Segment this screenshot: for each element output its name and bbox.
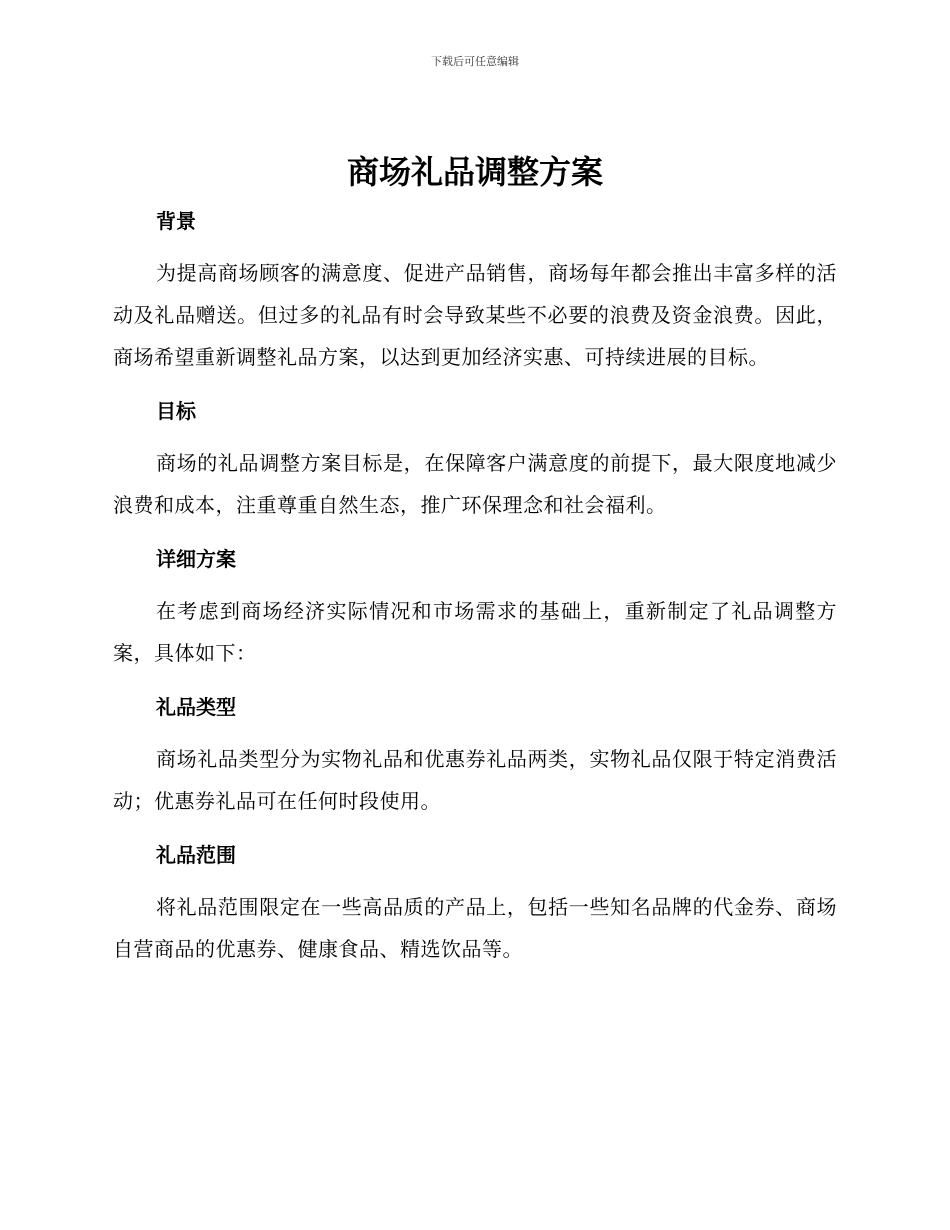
section-paragraph-gift-scope: 将礼品范围限定在一些高品质的产品上，包括一些知名品牌的代金券、商场自营商品的优惠券、健康食品、精选饮品等。 (113, 895, 837, 961)
section-heading-background: 背景 (156, 209, 196, 233)
section-paragraph-goal: 商场的礼品调整方案目标是，在保障客户满意度的前提下，最大限度地减少浪费和成本，注重尊重自然生态，推广环保理念和社会福利。 (113, 451, 837, 517)
section-paragraph-background: 为提高商场顾客的满意度、促进产品销售，商场每年都会推出丰富多样的活动及礼品赠送。但过多的礼品有时会导致某些不必要的浪费及资金浪费。因此，商场希望重新调整礼品方案，以达到更加经济实惠、可持续进展的目标。 (113, 261, 837, 369)
section-heading-detailed-plan: 详细方案 (156, 547, 236, 571)
section-paragraph-detailed-plan: 在考虑到商场经济实际情况和市场需求的基础上，重新制定了礼品调整方案，具体如下： (113, 599, 837, 665)
section-heading-gift-scope: 礼品范围 (156, 843, 236, 867)
document-title: 商场礼品调整方案 (346, 153, 603, 191)
document-body (113, 200, 837, 970)
header-note: 下载后可任意编辑 (431, 55, 519, 68)
section-heading-gift-types: 礼品类型 (156, 695, 236, 719)
section-heading-goal: 目标 (156, 399, 196, 423)
section-paragraph-gift-types: 商场礼品类型分为实物礼品和优惠券礼品两类，实物礼品仅限于特定消费活动；优惠券礼品可在任何时段使用。 (113, 747, 837, 813)
